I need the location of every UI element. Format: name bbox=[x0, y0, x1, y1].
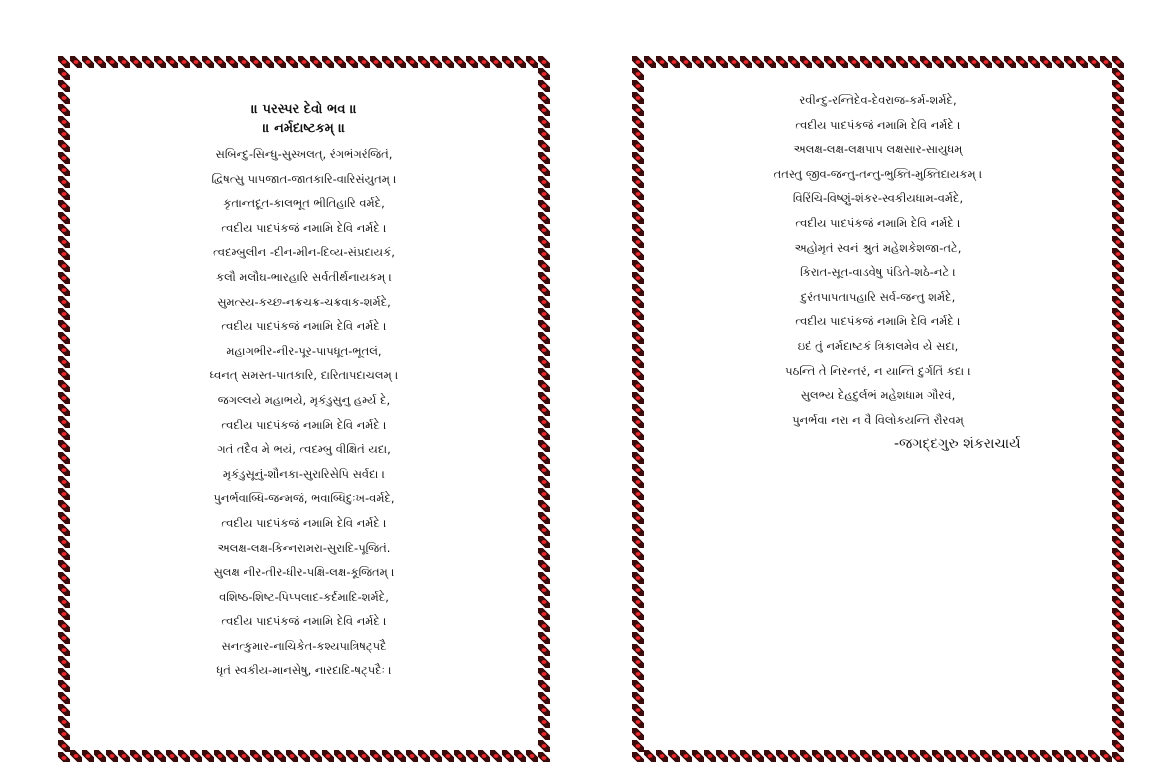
page-title-invocation: ॥ પરસ્પર દેવો ભવ ॥ bbox=[251, 102, 357, 117]
verse-line: સુલભ્ય દેહદુર્લભં મહેશધામ ગૌરવં, bbox=[800, 388, 956, 403]
author-signature: -જગદ્દગુરુ શંકરાચાર્ય bbox=[894, 436, 1021, 452]
verse-line: ત્વદીય પાદપંકજં નમામિ દેવિ નર્મદે । bbox=[221, 319, 387, 334]
left-page-content bbox=[70, 68, 538, 750]
verse-line: પુનર્ભવાબ્ધિ-જન્મજં, ભવાબ્ધિદુઃખ-વર્મદે, bbox=[213, 491, 395, 506]
verse-line: ત્વદીય પાદપંકજં નમામિ દેવિ નર્મદે । bbox=[221, 417, 387, 432]
verse-line: તતસ્તુ જીવ-જન્તુ-તન્તુ-ભુક્તિ-મુક્તિદાયકમ્ । bbox=[773, 166, 983, 181]
decorative-border-left bbox=[632, 56, 644, 762]
verse-line: ત્વદીય પાદપંકજં નમામિ દેવિ નર્મદે । bbox=[795, 314, 961, 329]
verse-line: દુરંતપાપતાપહારિ સર્વ-જન્તુ શર્મદે, bbox=[800, 289, 956, 304]
verse-list bbox=[70, 142, 538, 683]
right-page bbox=[632, 56, 1124, 762]
decorative-border-top bbox=[632, 56, 1124, 68]
decorative-border-bottom bbox=[632, 750, 1124, 762]
page-title-narmadashtakam: ॥ નર્મદાષ્ટકમ્ ॥ bbox=[262, 121, 346, 136]
verse-line: અલક્ષ-લક્ષ-લક્ષપાપ લક્ષસાર-સાયુધમ્ bbox=[793, 142, 963, 157]
decorative-border-right bbox=[1112, 56, 1124, 762]
verse-line: ત્વદીય પાદપંકજં નમામિ દેવિ નર્મદે । bbox=[795, 117, 961, 132]
verse-line: પુનર્ભવા નરા ન વૈ વિલોકયન્તિ રૌરવમ્ bbox=[792, 412, 964, 427]
verse-line: ત્વદમ્બુલીન -દીન-મીન-દિવ્ય-સંપ્રદાયકં, bbox=[213, 245, 395, 260]
verse-line: વશિષ્ઠ-શિષ્ટ-પિપ્પલાદ-કર્દમાદિ-શર્મદે, bbox=[219, 589, 389, 604]
verse-line: ઇદં તું નર્મદાષ્ટકં ત્રિકાલમેવ યે સદા, bbox=[797, 338, 959, 353]
right-page-content bbox=[644, 68, 1112, 750]
verse-line: ધૃતં સ્વકીય-માનસેષુ, નારદાદિ-ષટ્પદૈઃ । bbox=[216, 663, 392, 678]
verse-line: સુમત્સ્ય-કચ્છ-નક્રચક્ર-ચક્રવાક-શર્મદે, bbox=[217, 294, 391, 309]
verse-line: ત્વદીય પાદપંકજં નમામિ દેવિ નર્મદે । bbox=[795, 215, 961, 230]
verse-line: ત્વદીય પાદપંકજં નમામિ દેવિ નર્મદે । bbox=[221, 515, 387, 530]
decorative-border-right bbox=[538, 56, 550, 762]
verse-line: ત્વદીય પાદપંકજં નમામિ દેવિ નર્મદે । bbox=[221, 614, 387, 629]
verse-line: કિરાત-સૂત-વાડવેષુ પંડિતે-શઠે-નટે । bbox=[800, 265, 956, 280]
verse-line: રવીન્દુ-રન્તિદેવ-દેવરાજ-કર્મ-શર્મદે, bbox=[799, 93, 957, 107]
decorative-border-left bbox=[58, 56, 70, 762]
verse-line: વિરિંચિ-વિષ્ણું-શંકર-સ્વકીયધામ-વર્મદે, bbox=[792, 191, 964, 206]
verse-line: સુલક્ષ નીર-તીર-ધીર-પક્ષિ-લક્ષ-કૂજિતમ્ । bbox=[213, 565, 395, 580]
verse-line: ધ્વનત્ સમસ્ત-પાતકારિ, દારિતાપદાચલમ્ । bbox=[209, 368, 399, 383]
verse-line: સનત્કુમાર-નાચિકેત-કશ્યપાત્રિષટ્પદૈ bbox=[221, 638, 387, 653]
verse-line: અહોમૃતં સ્વનં શ્રુતં મહેશકેશજા-તટે, bbox=[794, 240, 962, 255]
verse-line: ગતં તદૈવ મે ભયં, ત્વદમ્બુ વીક્ષિતં યદા, bbox=[217, 442, 391, 457]
verse-line: અલક્ષ-લક્ષ-કિન્નરામરા-સુરાદિ-પૂજિતં. bbox=[217, 540, 391, 555]
verse-line: ત્વદીય પાદપંકજં નમામિ દેવિ નર્મદે । bbox=[221, 220, 387, 235]
verse-line: સબિન્દુ-સિન્ધુ-સુસ્ખલત્, રંગભંગરંજિતં, bbox=[215, 147, 393, 161]
verse-line: મૃકંડુસૂનું-શૌનકા-સુરારિસેપિ સર્વદા । bbox=[222, 466, 386, 481]
verse-line: પઠન્તિ તે નિરન્તરં, ન યાન્તિ દુર્ગતિં કદા । bbox=[785, 363, 971, 378]
left-page-titles bbox=[70, 100, 538, 138]
verse-line: કલૌ મલૌઘ-ભારહારિ સર્વતીર્થનાયકમ્ । bbox=[216, 269, 392, 284]
verse-line: દ્વિષત્સુ પાપજાત-જાતકારિ-વારિસંયુતમ્ । bbox=[211, 171, 397, 186]
decorative-border-bottom bbox=[58, 750, 550, 762]
left-page bbox=[58, 56, 550, 762]
verse-line: મહાગભીર-નીર-પૂર-પાપધૂત-ભૂતલં, bbox=[226, 343, 382, 358]
verse-line: કૃતાન્તદૂત-કાલભૂત ભીતિહારિ વર્મદે, bbox=[223, 196, 385, 211]
decorative-border-top bbox=[58, 56, 550, 68]
verse-line: જગલ્લયે મહાભયે, મૃકંડુસુનુ હર્મ્ય દે, bbox=[217, 392, 391, 407]
verse-list bbox=[644, 88, 1112, 432]
